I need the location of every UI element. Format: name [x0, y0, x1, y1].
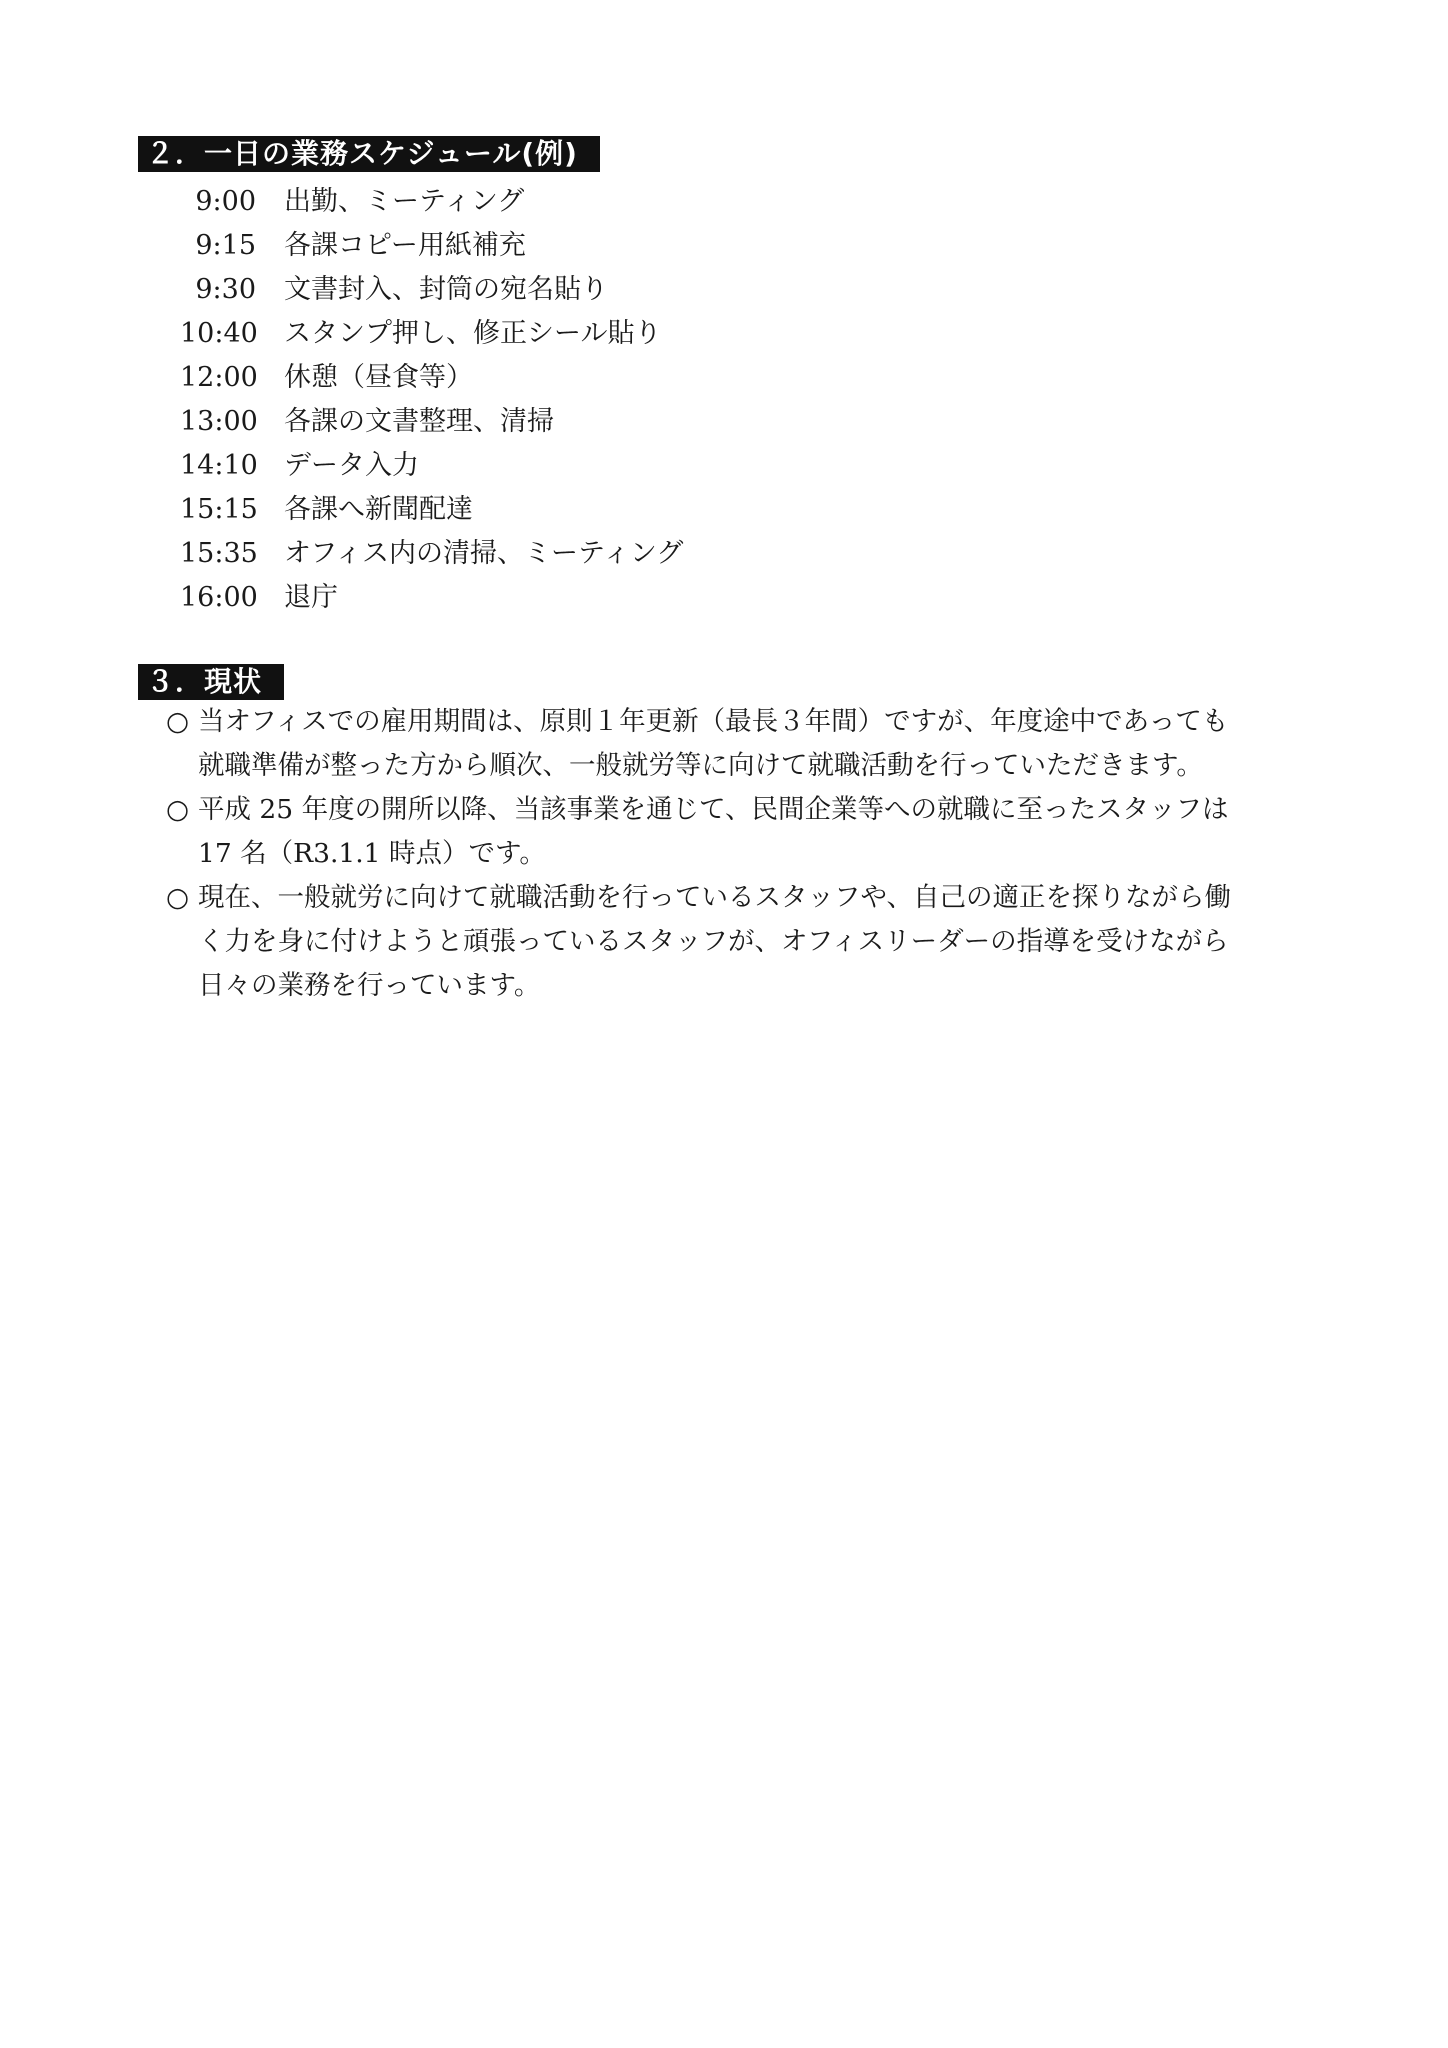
- schedule-row: [180, 312, 1080, 356]
- schedule-time: 9:15: [195, 230, 256, 261]
- schedule-task: 各課コピー用紙補充: [284, 230, 526, 261]
- schedule-task: 休憩（昼食等）: [284, 362, 473, 393]
- schedule-time: 10:40: [180, 318, 258, 349]
- schedule-task: データ入力: [284, 450, 419, 481]
- circle-bullet-icon: ○: [166, 706, 190, 737]
- section-2-heading: ２．一日の業務スケジュール(例): [138, 136, 600, 172]
- schedule-row: [180, 532, 1080, 576]
- schedule-time: 9:30: [195, 274, 256, 305]
- schedule-task: スタンプ押し、修正シール貼り: [284, 318, 662, 349]
- schedule-time: 13:00: [180, 406, 258, 437]
- schedule-time: 15:15: [180, 494, 258, 525]
- schedule-row: [180, 488, 1080, 532]
- schedule-row: [180, 180, 1080, 224]
- schedule-time: 9:00: [195, 186, 256, 217]
- schedule-task: 退庁: [284, 582, 338, 613]
- status-item: [166, 788, 1326, 876]
- status-text-line: 日々の業務を行っています。: [198, 970, 541, 1001]
- status-text-line: 平成 25 年度の開所以降、当該事業を通じて、民間企業等への就職に至ったスタッフは: [198, 794, 1229, 825]
- status-text-line: く力を身に付けようと頑張っているスタッフが、オフィスリーダーの指導を受けながら: [198, 926, 1229, 957]
- status-list: [166, 700, 1326, 1008]
- status-text-line: 就職準備が整った方から順次、一般就労等に向けて就職活動を行っていただきます。: [198, 750, 1203, 781]
- schedule-task: 各課の文書整理、清掃: [284, 406, 554, 437]
- schedule-time: 14:10: [180, 450, 258, 481]
- status-text-line: 17 名（R3.1.1 時点）です。: [198, 838, 546, 869]
- schedule-task: 各課へ新聞配達: [284, 494, 473, 525]
- schedule-row: [180, 576, 1080, 620]
- section-3-heading: ３．現状: [138, 664, 284, 700]
- schedule-row: [180, 356, 1080, 400]
- status-item: [166, 876, 1326, 1008]
- schedule-row: [180, 268, 1080, 312]
- schedule-task: 文書封入、封筒の宛名貼り: [284, 274, 608, 305]
- schedule-task: 出勤、ミーティング: [284, 186, 525, 217]
- circle-bullet-icon: ○: [166, 882, 190, 913]
- circle-bullet-icon: ○: [166, 794, 190, 825]
- schedule-row: [180, 224, 1080, 268]
- schedule-time: 16:00: [180, 582, 258, 613]
- schedule-row: [180, 444, 1080, 488]
- schedule-row: [180, 400, 1080, 444]
- status-text-line: 現在、一般就労に向けて就職活動を行っているスタッフや、自己の適正を探りながら働: [198, 882, 1231, 913]
- schedule-task: オフィス内の清掃、ミーティング: [284, 538, 684, 569]
- schedule-list: [180, 180, 1080, 620]
- schedule-time: 15:35: [180, 538, 258, 569]
- status-item: [166, 700, 1326, 788]
- status-text-line: 当オフィスでの雇用期間は、原則１年更新（最長３年間）ですが、年度途中であっても: [198, 706, 1229, 737]
- schedule-time: 12:00: [180, 362, 258, 393]
